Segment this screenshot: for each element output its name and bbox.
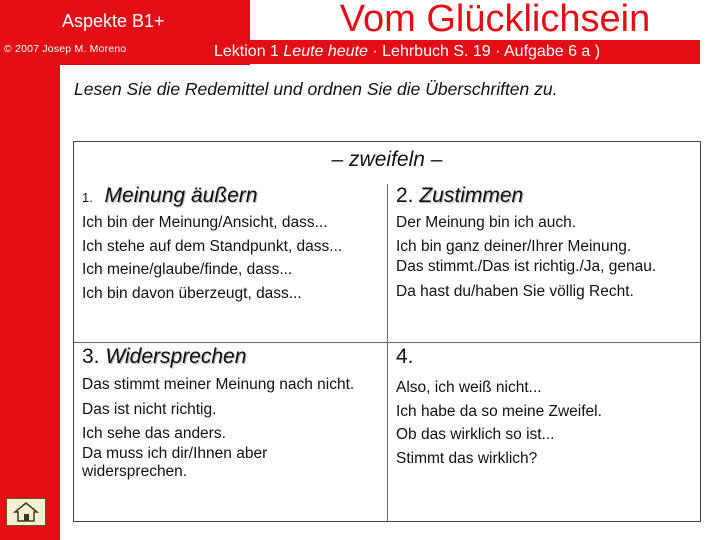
subtitle-lesson: Lektion 1 bbox=[214, 43, 279, 60]
section-3-heading bbox=[82, 345, 372, 369]
section-2-phrases bbox=[396, 211, 696, 304]
phrase-item: Das stimmt meiner Meinung nach nicht. bbox=[82, 376, 355, 393]
subtitle-reference: · Lehrbuch S. 19 · Aufgabe 6 a ) bbox=[372, 43, 601, 60]
section-1-number: 1. bbox=[82, 190, 93, 205]
section-2 bbox=[396, 184, 696, 304]
phrase-item: Stimmt das wirklich? bbox=[396, 449, 538, 467]
row-divider bbox=[74, 342, 701, 343]
section-4-phrases bbox=[396, 376, 696, 470]
section-3-phrases bbox=[82, 376, 372, 481]
section-4 bbox=[396, 345, 696, 470]
phrase-item: Der Meinung bin ich auch. bbox=[396, 214, 577, 231]
instruction-text: Lesen Sie die Redemittel und ordnen Sie die Überschriften zu. bbox=[74, 79, 558, 99]
section-2-heading bbox=[396, 184, 696, 208]
phrase-item: Ich bin ganz deiner/Ihrer Meinung. bbox=[396, 237, 632, 255]
verb-heading: – zweifeln – bbox=[331, 148, 443, 171]
section-3-title: Widersprechen bbox=[105, 345, 247, 368]
brand-label: Aspekte B1+ bbox=[62, 11, 165, 31]
phrase-item: Ich habe da so meine Zweifel. bbox=[396, 402, 602, 420]
page-title: Vom Glücklichsein bbox=[339, 0, 651, 40]
phrase-item: Ich sehe das anders. bbox=[82, 424, 226, 442]
section-1-heading bbox=[82, 184, 382, 208]
phrase-item: Ich meine/glaube/finde, dass... bbox=[82, 261, 293, 278]
phrase-item: Da hast du/haben Sie völlig Recht. bbox=[396, 283, 634, 300]
phrase-item: Ich stehe auf dem Standpunkt, dass... bbox=[82, 237, 343, 255]
section-4-heading bbox=[396, 345, 696, 369]
phrases-table bbox=[73, 141, 701, 522]
side-stripe bbox=[0, 65, 60, 540]
copyright-text: © 2007 Josep M. Moreno bbox=[4, 43, 127, 55]
phrase-item: Also, ich weiß nicht... bbox=[396, 379, 542, 396]
section-3-number: 3. bbox=[82, 345, 100, 368]
column-divider bbox=[387, 184, 388, 522]
home-icon bbox=[13, 501, 39, 523]
phrase-item: Ob das wirklich so ist... bbox=[396, 426, 555, 443]
section-1 bbox=[82, 184, 382, 305]
subtitle-book-title: Leute heute bbox=[283, 43, 368, 60]
section-1-title: Meinung äußern bbox=[104, 184, 258, 207]
section-3 bbox=[82, 345, 372, 485]
section-2-number: 2. bbox=[396, 184, 414, 207]
phrase-item: Das ist nicht richtig. bbox=[82, 401, 217, 418]
home-button[interactable] bbox=[6, 498, 46, 526]
phrase-item: Ich bin davon überzeugt, dass... bbox=[82, 284, 302, 302]
section-1-phrases bbox=[82, 211, 382, 305]
section-2-title: Zustimmen bbox=[419, 184, 524, 207]
lesson-subtitle bbox=[214, 43, 600, 61]
phrase-item: Da muss ich dir/Ihnen aber widersprechen. bbox=[82, 445, 268, 480]
phrase-item: Das stimmt./Das ist richtig./Ja, genau. bbox=[396, 258, 657, 275]
section-4-number: 4. bbox=[396, 345, 414, 368]
phrase-item: Ich bin der Meinung/Ansicht, dass... bbox=[82, 214, 328, 231]
